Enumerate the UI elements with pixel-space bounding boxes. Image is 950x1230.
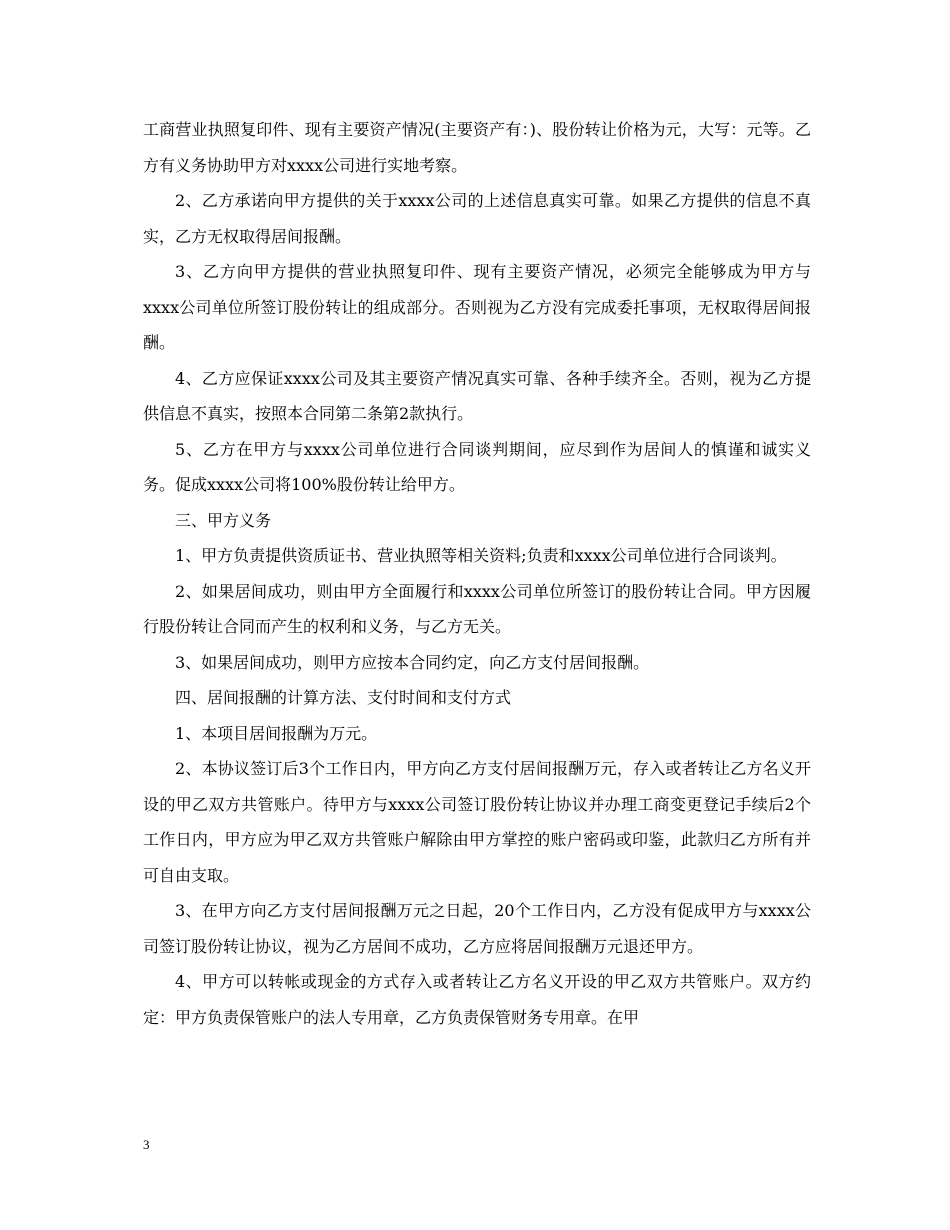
document-body [143, 112, 811, 1035]
paragraph-continued: 工商营业执照复印件、现有主要资产情况(主要资产有：)、股份转让价格为元，大写：元等。乙方有义务协助甲方对xxxx公司进行实地考察。 [143, 120, 811, 175]
paragraph-clause-4-3: 3、在甲方向乙方支付居间报酬万元之日起，20个工作日内，乙方没有促成甲方与xxxx公司签订股份转让协议，视为乙方居间不成功，乙方应将居间报酬万元退还甲方。 [143, 901, 811, 956]
paragraph-clause-4-1: 1、本项目居间报酬为万元。 [175, 723, 378, 743]
paragraph-clause-3-1: 1、甲方负责提供资质证书、营业执照等相关资料;负责和xxxx公司单位进行合同谈判。 [175, 546, 787, 565]
paragraph-clause-2-4: 4、乙方应保证xxxx公司及其主要资产情况真实可靠、各种手续齐全。否则，视为乙方提供信息不真实，按照本合同第二条第2款执行。 [143, 368, 811, 423]
page-number: 3 [143, 1137, 150, 1152]
paragraph-clause-4-4: 4、甲方可以转帐或现金的方式存入或者转让乙方名义开设的甲乙双方共管账户。双方约定：甲方负责保管账户的法人专用章，乙方负责保管财务专用章。在甲 [143, 972, 811, 1027]
paragraph-clause-4-2: 2、本协议签订后3个工作日内，甲方向乙方支付居间报酬万元，存入或者转让乙方名义开设的甲乙双方共管账户。待甲方与xxxx公司签订股份转让协议并办理工商变更登记手续后2个工作日内，甲方应为甲乙双方共管账户解除由甲方掌控的账户密码或印鉴，此款归乙方所有并可自由支取。 [143, 759, 811, 885]
paragraph-clause-3-2: 2、如果居间成功，则由甲方全面履行和xxxx公司单位所签订的股份转让合同。甲方因履行股份转让合同而产生的权利和义务，与乙方无关。 [143, 581, 811, 636]
paragraph-clause-2-2: 2、乙方承诺向甲方提供的关于xxxx公司的上述信息真实可靠。如果乙方提供的信息不真实，乙方无权取得居间报酬。 [143, 191, 811, 246]
paragraph-clause-2-5: 5、乙方在甲方与xxxx公司单位进行合同谈判期间，应尽到作为居间人的慎谨和诚实义务。促成xxxx公司将100%股份转让给甲方。 [143, 439, 811, 494]
paragraph-clause-2-3: 3、乙方向甲方提供的营业执照复印件、现有主要资产情况，必须完全能够成为甲方与xxxx公司单位所签订股份转让的组成部分。否则视为乙方没有完成委托事项，无权取得居间报酬。 [143, 262, 811, 352]
paragraph-clause-3-3: 3、如果居间成功，则甲方应按本合同约定，向乙方支付居间报酬。 [175, 652, 650, 672]
section-heading-4: 四、居间报酬的计算方法、支付时间和支付方式 [175, 688, 512, 707]
section-heading-3: 三、甲方义务 [175, 510, 272, 530]
